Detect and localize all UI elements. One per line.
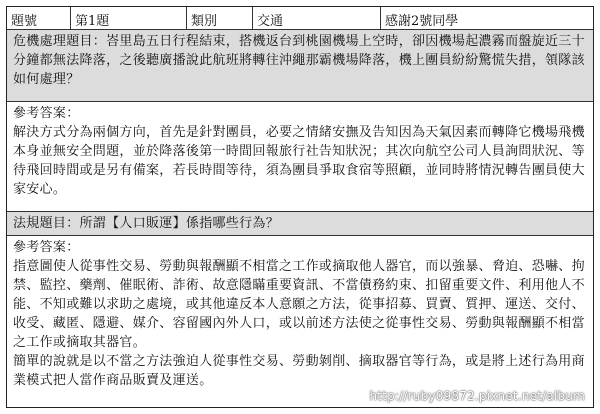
q1-question xyxy=(7,30,593,102)
category-value: 交通 xyxy=(253,7,381,29)
q1-answer-text: 解決方式分為兩個方向，首先是針對團員，必要之情緒安撫及告知因為天氣因素而轉降它機場飛機本身並無安全問題，並於降落後第一時間回報旅行社告知狀況；其次向航空公司人員詢問狀況、等待飛回時間或是另有備案，若長時間等待，須為團員爭取食宿等照顧，並同時將情況轉告團員使大家安心。 xyxy=(13,125,585,197)
question-number-value: 第1題 xyxy=(71,7,187,29)
q2-answer xyxy=(7,236,593,407)
q1-question-text: 危機處理題目：峇里島五日行程結束，搭機返台到桃園機場上空時，卻因機場起濃霧而盤旋近三十分鐘都無法降落，之後聽廣播說此航班將轉往沖繩那霸機場降落，機上團員紛紛驚慌失措，領隊該如何處理？ xyxy=(13,34,585,87)
q2-answer-text-1: 指意圖使人從事性交易、勞動與報酬顯不相當之工作或摘取他人器官，而以強暴、脅迫、恐嚇、拘禁、監控、藥劑、催眠術、詐術、故意隱瞞重要資訊、不當債務約束、扣留重要文件、利用他人不能、不知或難以求助之處境，或其他違反本人意願之方法，從事招募、買賣、質押、運送、交付、收受、藏匿、隱避、媒介、容留國內外人口，或以前述方法使之從事性交易、勞動與報酬顯不相當之工作或摘取其器官。 xyxy=(13,259,585,350)
exam-sheet xyxy=(6,6,594,408)
q2-question-text: 法規題目：所謂【人口販運】係指哪些行為？ xyxy=(13,216,280,231)
q2-answer-label: 參考答案： xyxy=(13,240,80,255)
q2-answer-text-2: 簡單的說就是以不當之方法強迫人從事性交易、勞動剝削、摘取器官等行為，或是將上述行為用商業模式把人當作商品販賣及運送。 xyxy=(13,354,585,388)
credit-text: 感謝2號同學 xyxy=(385,14,459,29)
q2-question xyxy=(7,212,593,236)
header-row xyxy=(7,7,593,30)
q1-answer xyxy=(7,102,593,212)
q1-answer-label: 參考答案： xyxy=(13,106,80,121)
label-question-number: 題號 xyxy=(7,7,71,29)
label-category: 類別 xyxy=(187,7,253,29)
watermark-url: http://ruby09872.pixnet.net/album xyxy=(369,389,585,403)
